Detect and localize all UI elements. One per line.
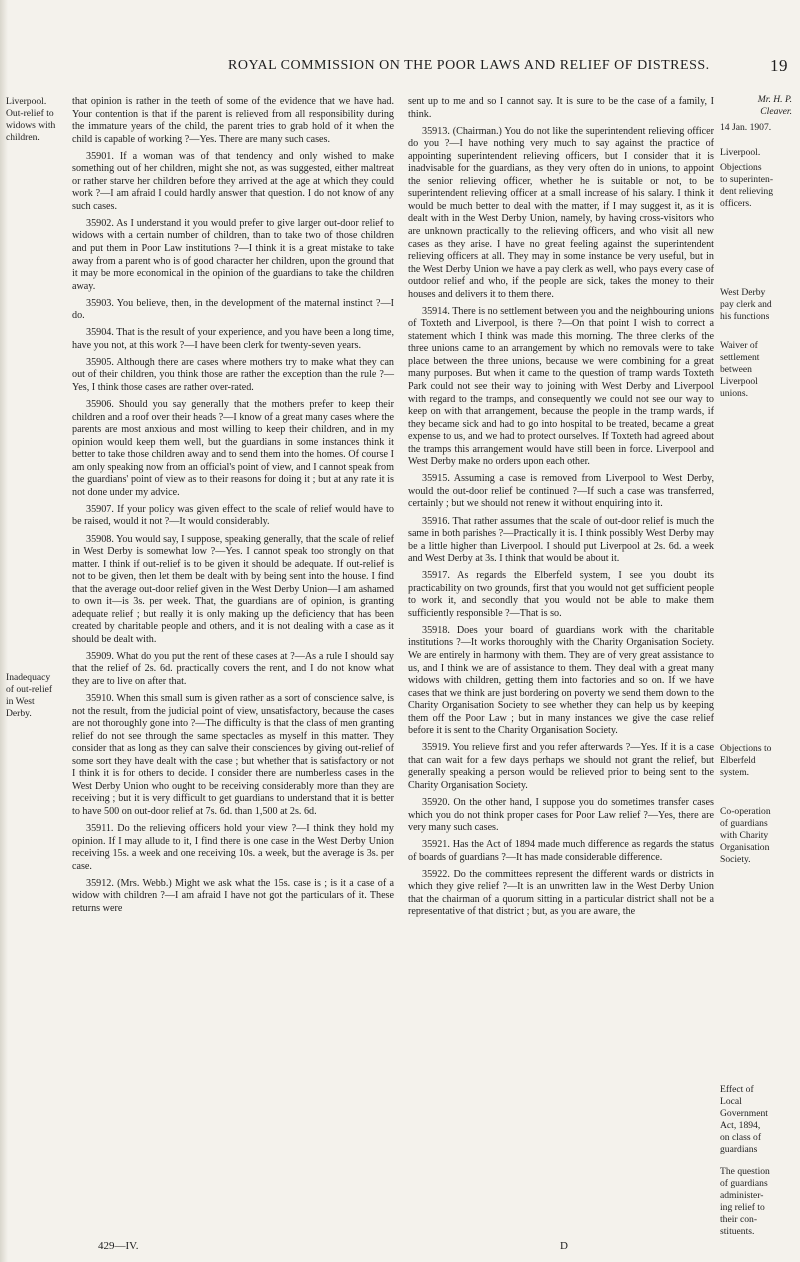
paragraph: that opinion is rather in the teeth of some of the evidence that we have had. Your contention is that if the parent is relieved from all responsibility during the immature years of the child, the parent tries to grab hold of it when the child is capable of working ?—Yes. There are many such cases. xyxy=(72,96,394,145)
margin-witness-name xyxy=(722,94,792,118)
paragraph: 35914. There is no settlement between you and the neighbouring unions of Toxteth and Liverpool, is there ?—On that point I wish to correct a statement which I think was made this morning. The three clerks of the three unions came to an arrangement by which no removals were to take place between the three unions, because we were combining for a great many purposes. But when it came to the question of tramp wards Toxteth Park could not see their way to joining with West Derby and Liverpool with regard to the tramps, and consequently we could not see our way to keep on with that arrangement, because the people in the tramp wards, if they became sick and had to go into hospital to be treated, became a great expense to us, and we had to protect ourselves. If Toxteth had agreed about the tramps this arrangement would have still been in force. Liverpool and West Derby make no orders upon each other. xyxy=(408,305,714,468)
margin-line: Inadequacy xyxy=(6,672,51,683)
signature-mark-left: 429—IV. xyxy=(98,1240,139,1252)
margin-note-cooperation xyxy=(720,806,771,866)
margin-note-out-relief xyxy=(6,96,55,144)
paragraph: 35922. Do the committees represent the different wards or districts in which they give relief ?—It is an unwritten law in the West Derby Union that the chairman of a quorum sitting in a particular district shall not be a representative of that district ; but, as you are aware, the xyxy=(408,868,714,918)
margin-line: of guardians xyxy=(720,818,768,829)
margin-line: Objections xyxy=(720,162,762,173)
margin-line: of out-relief xyxy=(6,684,53,695)
margin-line: Out-relief to xyxy=(6,108,54,119)
margin-line: system. xyxy=(720,767,750,778)
margin-line: settlement xyxy=(720,352,760,363)
paragraph: 35902. As I understand it you would prefer to give larger out-door relief to widows with a certain number of children, than to take two of those children and put them in Poor Law institutions ?—I think it is a great mistake to take away from a parent who is of good character her children, upon the ground that it may be more economical in the opinion of the guardians to take the children away. xyxy=(72,217,394,292)
margin-line: guardians xyxy=(720,1144,758,1155)
header-title: ROYAL COMMISSION ON THE POOR LAWS AND RELIEF OF DISTRESS. xyxy=(228,58,710,73)
margin-line: pay clerk and xyxy=(720,299,772,310)
margin-line: Effect of xyxy=(720,1084,754,1095)
margin-line: dent relieving xyxy=(720,186,774,197)
margin-note-question xyxy=(720,1166,770,1238)
paragraph: 35911. Do the relieving officers hold your view ?—I think they hold my opinion. If I may allude to it, I find there is one case in the West Derby Union receiving 15s. a week and one receiving 10s. a week, but the average is 3s. per case. xyxy=(72,823,394,872)
running-header xyxy=(0,58,800,80)
paragraph: 35921. Has the Act of 1894 made much difference as regards the status of boards of guardians ?—It has made considerable difference. xyxy=(408,839,714,863)
paragraph: 35917. As regards the Elberfeld system, I see you doubt its practicability on two grounds, first that you would not get sufficient people to work it, and secondly that you would not be able to make them sufficiently responsible ?—That is so. xyxy=(408,570,714,619)
right-text-column xyxy=(408,96,714,923)
paragraph: 35903. You believe, then, in the development of the maternal instinct ?—I do. xyxy=(72,297,394,322)
margin-line: officers. xyxy=(720,198,752,209)
margin-line: Liverpool. xyxy=(6,96,47,107)
margin-line: in West xyxy=(6,696,35,707)
margin-line: stituents. xyxy=(720,1226,755,1237)
margin-line: on class of xyxy=(720,1132,762,1143)
margin-line: Co-operation xyxy=(720,806,771,817)
margin-note-liverpool xyxy=(720,147,760,159)
margin-date xyxy=(720,122,771,134)
margin-line: Government xyxy=(720,1108,768,1119)
paragraph: 35904. That is the result of your experience, and you have been a long time, have you not, at this work ?—I have been clerk for twenty-seven years. xyxy=(72,327,394,351)
paragraph: sent up to me and so I cannot say. It is sure to be the case of a family, I think. xyxy=(408,96,714,120)
paragraph: 35918. Does your board of guardians work with the charitable institutions ?—It works thoroughly with the Charity Organisation Society. We are entirely in harmony with them. They are of very great assistance to us, and I think we are of assistance to them. They deal with a great many widows with children, getting them into factories and so on. If we have cases that we think are just bordering on poverty we send them down to the Charity Organisation Society to see whether they can help us by keeping them off the Poor Law ; but in many instances we give the case relief before it is sent to the Charity Organisation Society. xyxy=(408,624,714,737)
margin-line: with Charity xyxy=(720,830,769,841)
margin-note-inadequacy xyxy=(6,672,52,720)
margin-line: between xyxy=(720,364,752,375)
margin-line: children. xyxy=(6,132,40,143)
margin-line: to superinten- xyxy=(720,174,774,185)
margin-line: his functions xyxy=(720,311,770,322)
margin-line: Mr. H. P. xyxy=(757,94,792,105)
paragraph: 35913. (Chairman.) You do not like the superintendent relieving officer do you ?—I have nothing very much to say against the practice of appointing superintendent relieving officers, but I consider that it is inadvisable for the guardians, as they very often do in unions, to appoint the senior relieving officer, whether he is suitable or not, to be superintendent relieving officer at a small increase of his salary. I think it would be much better to deal with the matter, if I may suggest it, as it is dealt with in the West Derby Union, namely, by having cross-visitors who are unknown practically to the relieving officers, and who visit all new cases as they arise. I have no great feeling against the superintendent relieving officers at all. They may in some instance be very useful, but in the West Derby Union we have a pay clerk as well, who pays every case of outdoor relief and who, if the people are sick, takes the money to their houses and delivers it to them there. xyxy=(408,125,714,300)
margin-line: widows with xyxy=(6,120,56,131)
margin-line: their con- xyxy=(720,1214,758,1225)
margin-note-west-derby xyxy=(720,287,772,323)
margin-note-waiver xyxy=(720,340,759,400)
margin-line: 14 Jan. 1907. xyxy=(720,122,772,133)
paragraph: 35908. You would say, I suppose, speaking generally, that the scale of relief in West Derby is somewhat low ?—Yes. I cannot speak too strongly on that matter. I think if out-relief is to be given it should be adequate. If out-relief is not to be given, then let them be dealt with by being sent into the house. I find that the average out-door relief given in the West Derby Union—I am ashamed to own it—is 3s. per week. That, the guardians are of opinion, is granting adequate relief ; but really it is only making up the deficiency that has been created by charitable people and others, and it is not dealing with a case as it should be dealt with. xyxy=(72,533,394,645)
page-number: 19 xyxy=(770,56,788,75)
margin-line: Waiver of xyxy=(720,340,758,351)
paragraph: 35905. Although there are cases where mothers try to make what they can out of their children, you think those are rather the exception than the rule ?—Yes, I think those cases are rather over-rated. xyxy=(72,356,394,393)
margin-note-elberfeld xyxy=(720,743,771,779)
margin-line: Liverpool. xyxy=(720,147,761,158)
paragraph: 35901. If a woman was of that tendency and only wished to make something out of her children, might she not, as was suggested, either maltreat or rather starve her children before they arrived at the age at which they could work ?—I am afraid I could hardly answer that question. I do not know of any such cases. xyxy=(72,150,394,212)
margin-line: Objections to xyxy=(720,743,772,754)
margin-line: West Derby xyxy=(720,287,766,298)
paragraph: 35909. What do you put the rent of these cases at ?—As a rule I should say that the relief of 2s. 6d. practically covers the rent, and I do not know what they are to live on after that. xyxy=(72,650,394,688)
paragraph: 35910. When this small sum is given rather as a sort of conscience salve, is not the result, from the judicial point of view, unsatisfactory, because the cases are not thoroughly gone into ?—The difficulty is that the class of men granting relief do not see through the same spectacles as myself in this matter. They consider that as long as they can salve their consciences by giving out-relief of some sort they have dealt with the case ; but whether that is satisfactory or not I think it is for others to decide. I consider there are numberless cases in the West Derby Union who ought to be receiving considerably more than they are receiving ; but it is very difficult to get guardians to understand that it is better to have 500 on out-door relief at 7s. 6d. than 1,500 at 2s. 6d. xyxy=(72,693,394,817)
margin-line: of guardians xyxy=(720,1178,768,1189)
margin-note-effect xyxy=(720,1084,768,1156)
paragraph: 35907. If your policy was given effect to the scale of relief would have to be raised, would it not ?—It would considerably. xyxy=(72,503,394,528)
paragraph: 35919. You relieve first and you refer afterwards ?—Yes. If it is a case that can wait for a few days perhaps we should not grant the relief, but generally speaking a person would be relieved prior to being sent to the Charity Organisation Society. xyxy=(408,742,714,791)
margin-line: Derby. xyxy=(6,708,32,719)
paragraph: 35920. On the other hand, I suppose you do sometimes transfer cases which you do not think proper cases for Poor Law relief ?—Yes, there are very many such cases. xyxy=(408,796,714,834)
paragraph: 35916. That rather assumes that the scale of out-door relief is much the same in both parishes ?—Practically it is. I think possibly West Derby may be a little higher than Liverpool. I should put Liverpool at 2s. 6d. a week and West Derby at 3s. I think that would be about it. xyxy=(408,515,714,565)
paragraph: 35906. Should you say generally that the mothers prefer to keep their children and a roof over their heads ?—I know of a great many cases where the parents are most anxious and most willing to keep their children, and in my opinion would keep them well, but the guardians in some instances think it better to take those children away and to send them into the homes. Of course I am only speaking now from an official's point of view, and I cannot speak from the guardians' point of view as to their reasons for doing it ; but at any rate it is not done under my advice. xyxy=(72,399,394,498)
left-text-column xyxy=(72,96,394,920)
margin-line: Liverpool xyxy=(720,376,758,387)
signature-mark-right: D xyxy=(560,1240,568,1252)
margin-line: administer- xyxy=(720,1190,764,1201)
margin-line: The question xyxy=(720,1166,770,1177)
margin-line: Organisation xyxy=(720,842,770,853)
margin-line: Society. xyxy=(720,854,751,865)
margin-note-objections xyxy=(720,162,773,210)
paragraph: 35915. Assuming a case is removed from Liverpool to West Derby, would the out-door relief be continued ?—If such a case was transferred, certainly ; but we should not renew it without enquiring into it. xyxy=(408,473,714,510)
margin-line: unions. xyxy=(720,388,748,399)
paragraph: 35912. (Mrs. Webb.) Might we ask what the 15s. case is ; is it a case of a widow with children ?—I am afraid I have not got the particulars of it. These returns were xyxy=(72,877,394,914)
margin-line: Local xyxy=(720,1096,742,1107)
margin-line: ing relief to xyxy=(720,1202,765,1213)
margin-line: Cleaver. xyxy=(760,106,792,117)
margin-line: Elberfeld xyxy=(720,755,756,766)
page-edge xyxy=(0,0,8,1262)
margin-line: Act, 1894, xyxy=(720,1120,761,1131)
